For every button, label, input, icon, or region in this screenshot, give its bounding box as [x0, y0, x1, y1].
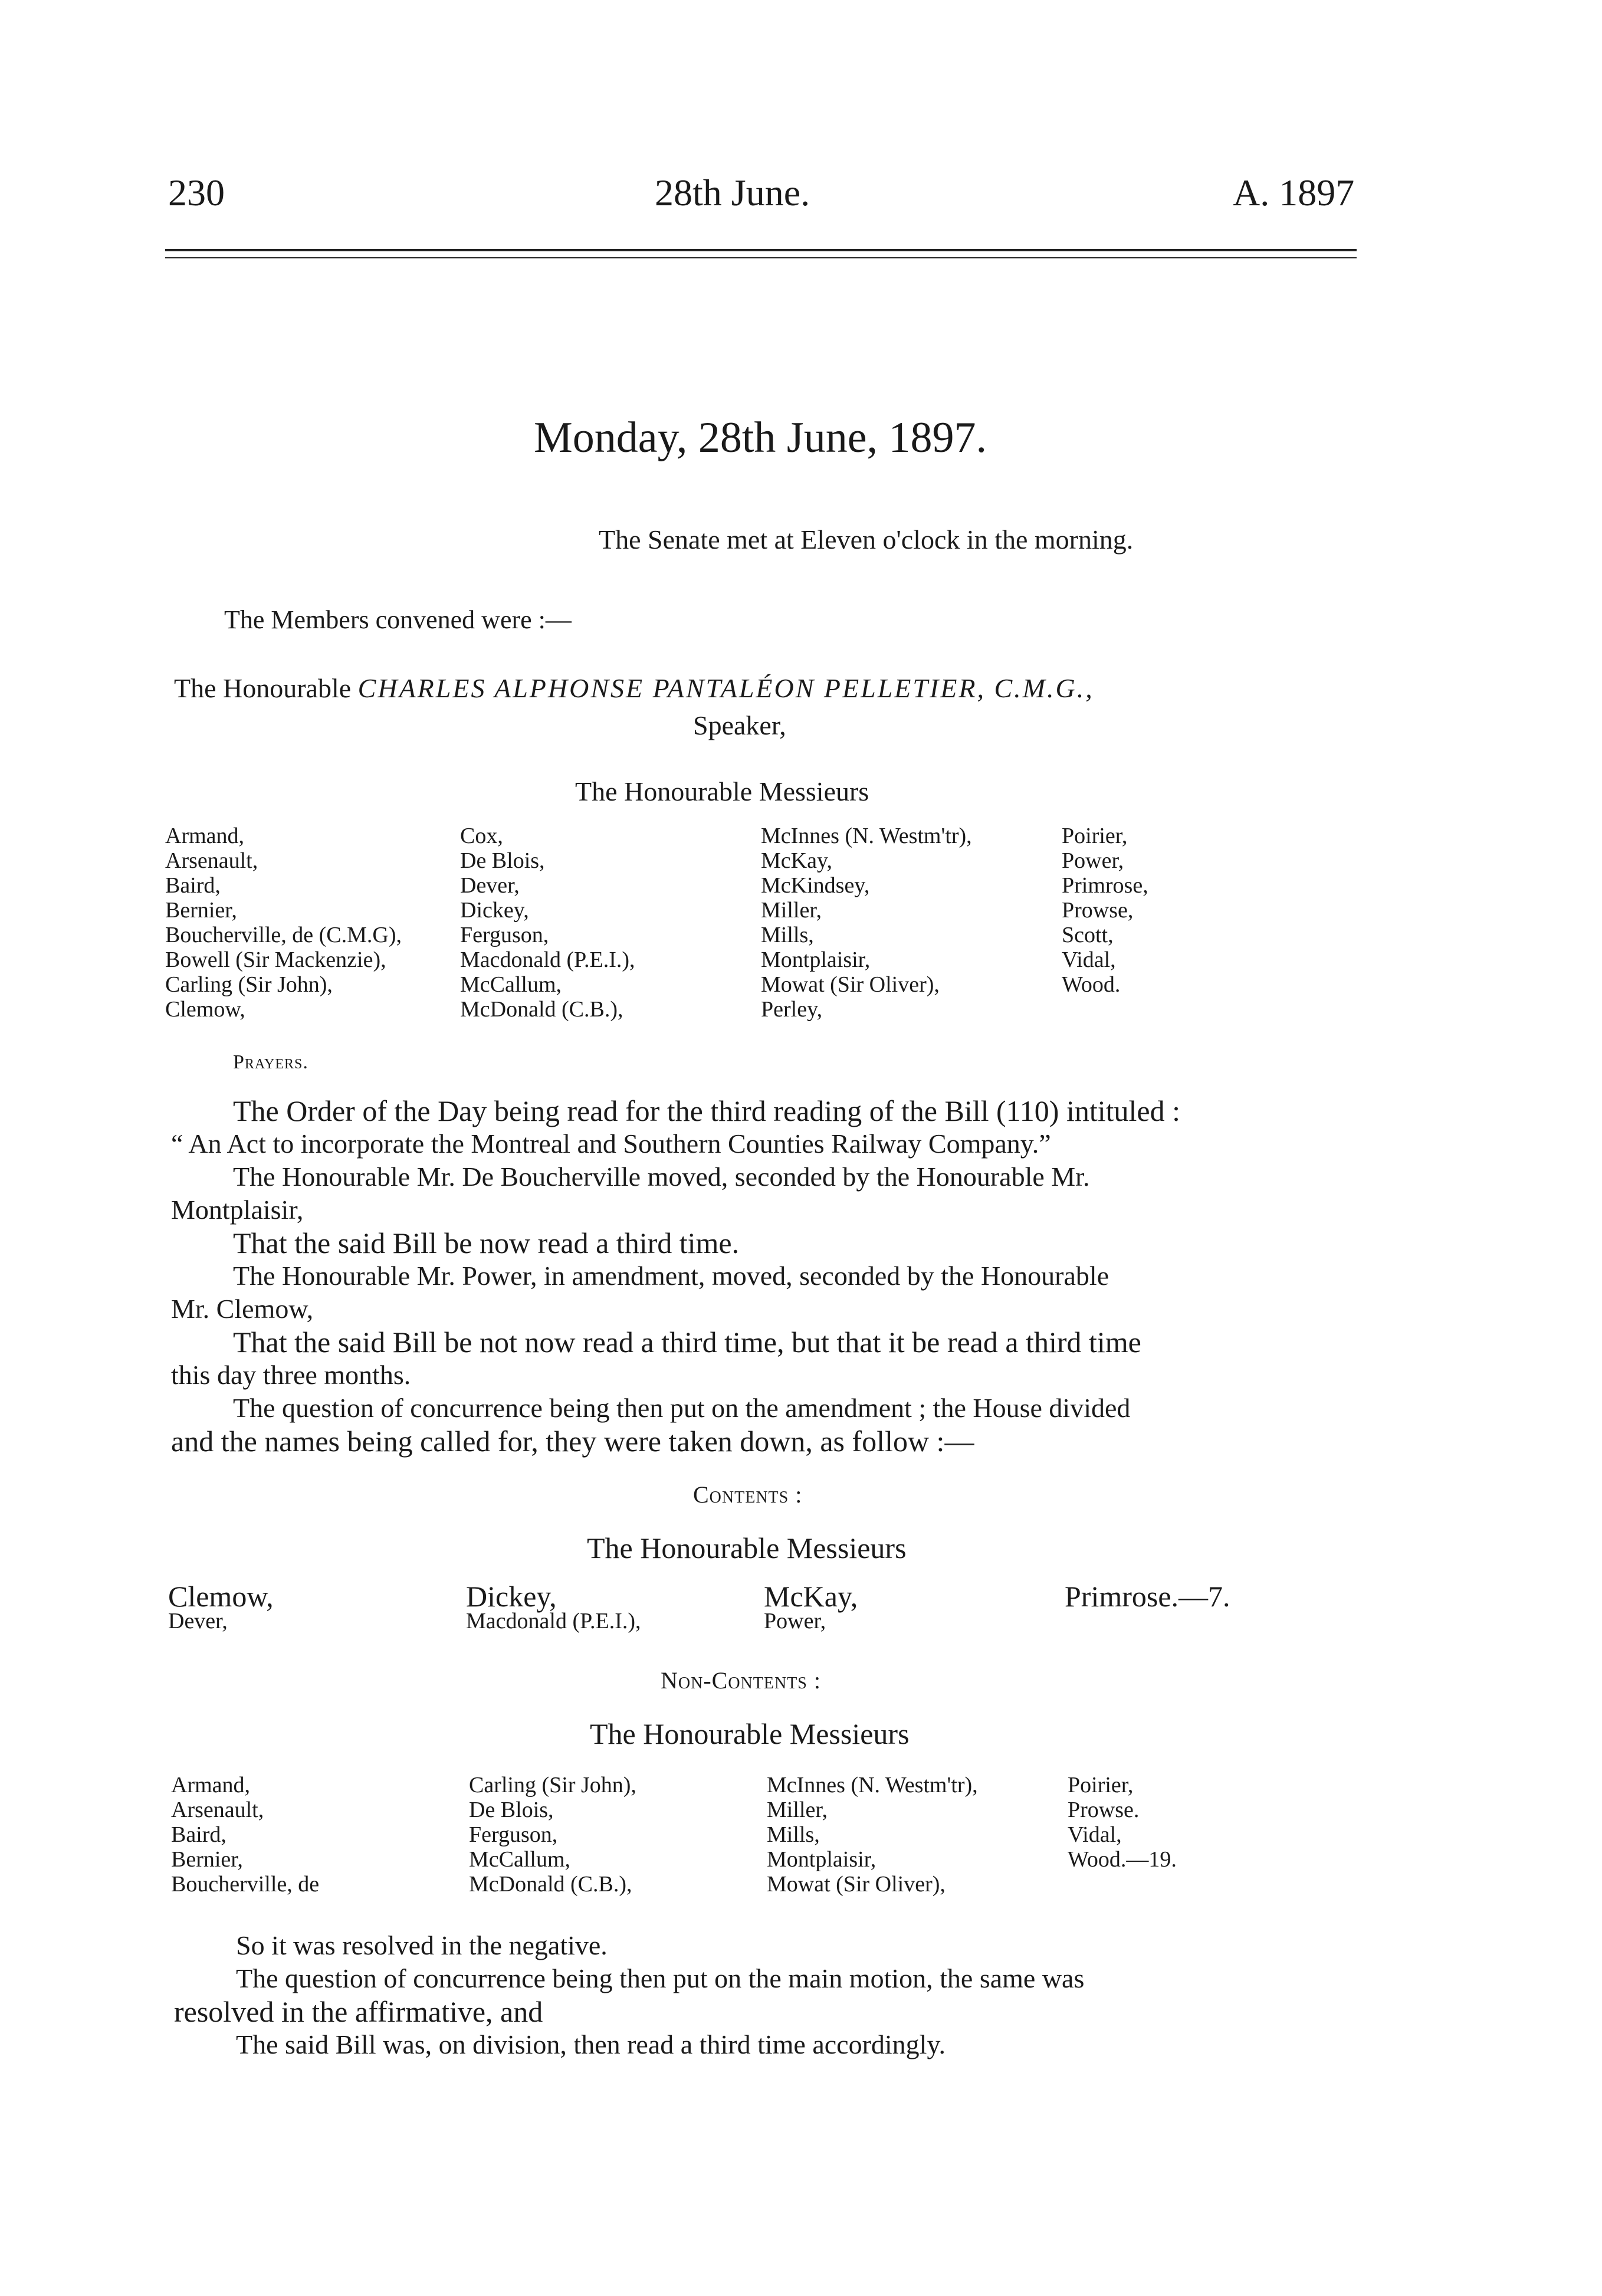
member-name: McDonald (C.B.),	[460, 997, 623, 1022]
proceedings-line: “ An Act to incorporate the Montreal and Southern Counties Railway Company.”	[171, 1129, 1051, 1159]
proceedings-line: That the said Bill be now read a third time.	[233, 1226, 740, 1259]
contents-name: Dickey,	[466, 1580, 557, 1613]
non-contents-name: Ferguson,	[469, 1822, 558, 1847]
member-name: Baird,	[165, 873, 221, 898]
non-contents-column-1	[171, 1773, 319, 1897]
member-name: Boucherville, de (C.M.G),	[165, 923, 402, 947]
member-name: McCallum,	[460, 972, 562, 997]
speaker-title: Speaker,	[693, 710, 786, 740]
contents-heading: Contents :	[693, 1481, 803, 1508]
non-contents-name: Prowse.	[1068, 1798, 1140, 1822]
contents-name: Clemow,	[168, 1580, 274, 1613]
member-name: Scott,	[1062, 923, 1114, 947]
member-name: Armand,	[165, 824, 245, 848]
speaker-line	[174, 673, 1094, 704]
member-name: Mowat (Sir Oliver),	[761, 972, 940, 997]
non-contents-heading: Non-Contents :	[661, 1667, 821, 1694]
header-year: A. 1897	[1233, 172, 1355, 214]
proceedings-line: Montplaisir,	[171, 1195, 304, 1225]
conclusion-block	[174, 1929, 1084, 2061]
conclusion-line: The question of concurrence being then put on the main motion, the same was	[236, 1963, 1085, 1993]
member-name: Bernier,	[165, 898, 237, 923]
member-name: Montplaisir,	[761, 947, 871, 972]
member-name: Dever,	[460, 873, 520, 898]
header-rule-bottom	[165, 257, 1357, 258]
contents-name: Macdonald (P.E.I.),	[466, 1609, 641, 1634]
proceedings-line: The Order of the Day being read for the third reading of the Bill (110) intituled :	[233, 1094, 1180, 1127]
members-intro: The Members convened were :—	[224, 605, 572, 634]
non-contents-column-3	[767, 1773, 978, 1897]
non-contents-name: McCallum,	[469, 1847, 571, 1872]
member-name: Miller,	[761, 898, 822, 923]
non-contents-column-4	[1068, 1773, 1177, 1872]
member-name: Mills,	[761, 923, 814, 947]
senate-met-line: The Senate met at Eleven o'clock in the morning.	[599, 524, 1134, 555]
conclusion-line: So it was resolved in the negative.	[236, 1930, 608, 1960]
proceedings-line: That the said Bill be not now read a third time, but that it be read a third time	[233, 1326, 1141, 1359]
members-column-3	[761, 824, 972, 1022]
non-contents-name: Boucherville, de	[171, 1872, 320, 1897]
non-contents-name: Bernier,	[171, 1847, 243, 1872]
non-contents-name: McDonald (C.B.),	[469, 1872, 632, 1897]
contents-name: Primrose.—7.	[1065, 1580, 1230, 1613]
contents-column-4	[1065, 1580, 1230, 1613]
members-column-2	[460, 824, 635, 1022]
member-name: De Blois,	[460, 848, 545, 873]
meeting-date-title: Monday, 28th June, 1897.	[534, 414, 987, 462]
proceedings-line: The Honourable Mr. De Boucherville moved, seconded by the Honourable Mr.	[233, 1162, 1090, 1192]
member-name: Poirier,	[1062, 824, 1128, 848]
member-name: Ferguson,	[460, 923, 549, 947]
member-name: McInnes (N. Westm'tr),	[761, 824, 972, 848]
non-contents-name: Armand,	[171, 1773, 251, 1798]
non-contents-name: Vidal,	[1068, 1822, 1122, 1847]
proceedings-line: and the names being called for, they were taken down, as follow :—	[171, 1425, 974, 1458]
member-name: McKindsey,	[761, 873, 870, 898]
non-contents-name: Wood.—19.	[1068, 1847, 1177, 1872]
non-contents-name: McInnes (N. Westm'tr),	[767, 1773, 978, 1798]
contents-column-1	[168, 1580, 274, 1634]
contents-name: Power,	[764, 1609, 826, 1634]
non-contents-column-2	[469, 1773, 636, 1897]
non-contents-name: De Blois,	[469, 1798, 554, 1822]
member-name: Carling (Sir John),	[165, 972, 333, 997]
contents-name: McKay,	[764, 1580, 858, 1613]
member-name: Clemow,	[165, 997, 245, 1022]
proceedings-line: Mr. Clemow,	[171, 1294, 314, 1324]
member-name: McKay,	[761, 848, 832, 873]
non-contents-name: Miller,	[767, 1798, 828, 1822]
member-name: Bowell (Sir Mackenzie),	[165, 947, 386, 972]
non-contents-name: Montplaisir,	[767, 1847, 876, 1872]
non-contents-name: Mowat (Sir Oliver),	[767, 1872, 946, 1897]
speaker-prefix: The Honourable	[174, 673, 352, 703]
non-contents-name: Poirier,	[1068, 1773, 1134, 1798]
proceedings-line: The question of concurrence being then put on the amendment ; the House divided	[233, 1393, 1131, 1423]
prayers-heading: Prayers.	[233, 1051, 308, 1073]
page-number: 230	[168, 172, 225, 214]
proceedings-line: this day three months.	[171, 1360, 411, 1390]
non-contents-name: Baird,	[171, 1822, 226, 1847]
non-contents-messieurs: The Honourable Messieurs	[590, 1717, 910, 1750]
member-name: Dickey,	[460, 898, 529, 923]
conclusion-line: The said Bill was, on division, then read a third time accordingly.	[236, 2029, 946, 2059]
header-date: 28th June.	[655, 172, 810, 214]
contents-name: Dever,	[168, 1609, 228, 1634]
non-contents-name: Mills,	[767, 1822, 820, 1847]
proceedings-block	[171, 1094, 1180, 1458]
contents-messieurs: The Honourable Messieurs	[587, 1531, 907, 1564]
member-name: Perley,	[761, 997, 823, 1022]
proceedings-line: The Honourable Mr. Power, in amendment, moved, seconded by the Honourable	[233, 1261, 1109, 1291]
contents-column-2	[466, 1580, 641, 1634]
contents-column-3	[764, 1580, 858, 1634]
member-name: Cox,	[460, 824, 503, 848]
conclusion-line: resolved in the affirmative, and	[174, 1995, 543, 2028]
member-name: Prowse,	[1062, 898, 1134, 923]
member-name: Power,	[1062, 848, 1124, 873]
non-contents-name: Arsenault,	[171, 1798, 264, 1822]
header-rule-top	[165, 249, 1357, 251]
speaker-name: CHARLES ALPHONSE PANTALÉON PELLETIER, C.M.G.,	[357, 673, 1094, 703]
members-column-4	[1062, 824, 1148, 997]
member-name: Primrose,	[1062, 873, 1148, 898]
members-column-1	[165, 824, 402, 1022]
member-name: Wood.	[1062, 972, 1121, 997]
member-name: Arsenault,	[165, 848, 258, 873]
member-name: Macdonald (P.E.I.),	[460, 947, 635, 972]
member-name: Vidal,	[1062, 947, 1116, 972]
non-contents-name: Carling (Sir John),	[469, 1773, 636, 1798]
messieurs-heading: The Honourable Messieurs	[575, 776, 869, 806]
